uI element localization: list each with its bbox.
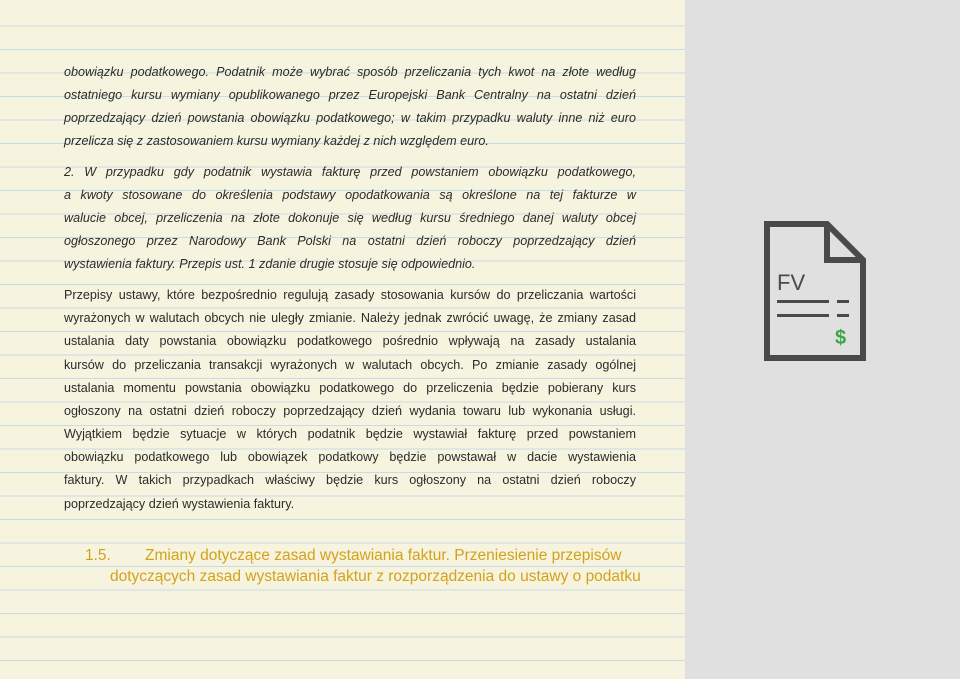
text-line: Przepisy ustawy, które bezpośrednio regulują zasady stosowania kursów do przeliczania wartości [64,288,636,302]
text-line: ostatniego kursu wymiany opublikowanego przez Europejski Bank Centralny na ostatni dzień [64,88,636,102]
text-line: Wyjątkiem będzie sytuacje w których podatnik będzie wystawiał fakturę przed powstaniem [64,427,636,441]
section-heading [85,546,621,566]
text-line: przelicza się z zastosowaniem kursu wymiany każdej z nich względem euro. [64,134,489,148]
text-line: ustalania daty powstania obowiązku podatkowego pośrednio wpływają na zasady ustalania [64,334,636,348]
dollar-sign: $ [835,327,847,349]
text-line: wystawienia faktury. Przepis ust. 1 zdanie drugie stosuje się odpowiednio. [64,257,476,271]
section-title-line-2: dotyczących zasad wystawiania faktur z rozporządzenia do ustawy o podatku [110,568,641,585]
invoice-document-icon [763,220,867,362]
text-line: faktury. W takich przypadkach właściwy będzie kurs ogłoszony na ostatni dzień roboczy [64,473,636,487]
text-line: ustalania momentu powstania obowiązku podatkowego do przeliczenia będzie pobierany kurs [64,381,636,395]
text-line: obowiązku podatkowego lub obowiązek podatkowy będzie powstawał w dacie wystawienia [64,450,636,464]
text-line: walucie obcej, przeliczenia na złote dokonuje się według kursu średniego danej waluty obcej [64,211,636,225]
text-line: ogłoszony na ostatni dzień roboczy poprzedzający dzień wydania towaru lub wykonania usługi. [64,404,636,418]
text-line: ogłoszonego przez Narodowy Bank Polski na ostatni dzień roboczy poprzedzający dzień [64,234,636,248]
text-line: 2. W przypadku gdy podatnik wystawia fakturę przed powstaniem obowiązku podatkowego, [64,165,636,179]
text-line: a kwoty stosowane do określenia podstawy opodatkowania są określone na tej fakturze w [64,188,636,202]
text-line: kursów do przeliczania transakcji wyrażonych w walutach obcych. Po zmianie zasady ogólnej [64,358,636,372]
text-line: wyrażonych w walutach obcych nie uległy zmianie. Należy jednak zwrócić uwagę, że zmiany zasad [64,311,636,325]
text-line: poprzedzający dzień wystawienia faktury. [64,497,295,511]
section-title-line-1: Zmiany dotyczące zasad wystawiania faktur. Przeniesienie przepisów [145,547,622,564]
fv-label: FV [777,270,806,295]
text-line: poprzedzający dzień powstania obowiązku podatkowego; w takim przypadku waluty inne niż euro [64,111,636,125]
section-number: 1.5. [85,547,111,564]
text-line: obowiązku podatkowego. Podatnik może wybrać sposób przeliczania tych kwot na złote według [64,65,636,79]
